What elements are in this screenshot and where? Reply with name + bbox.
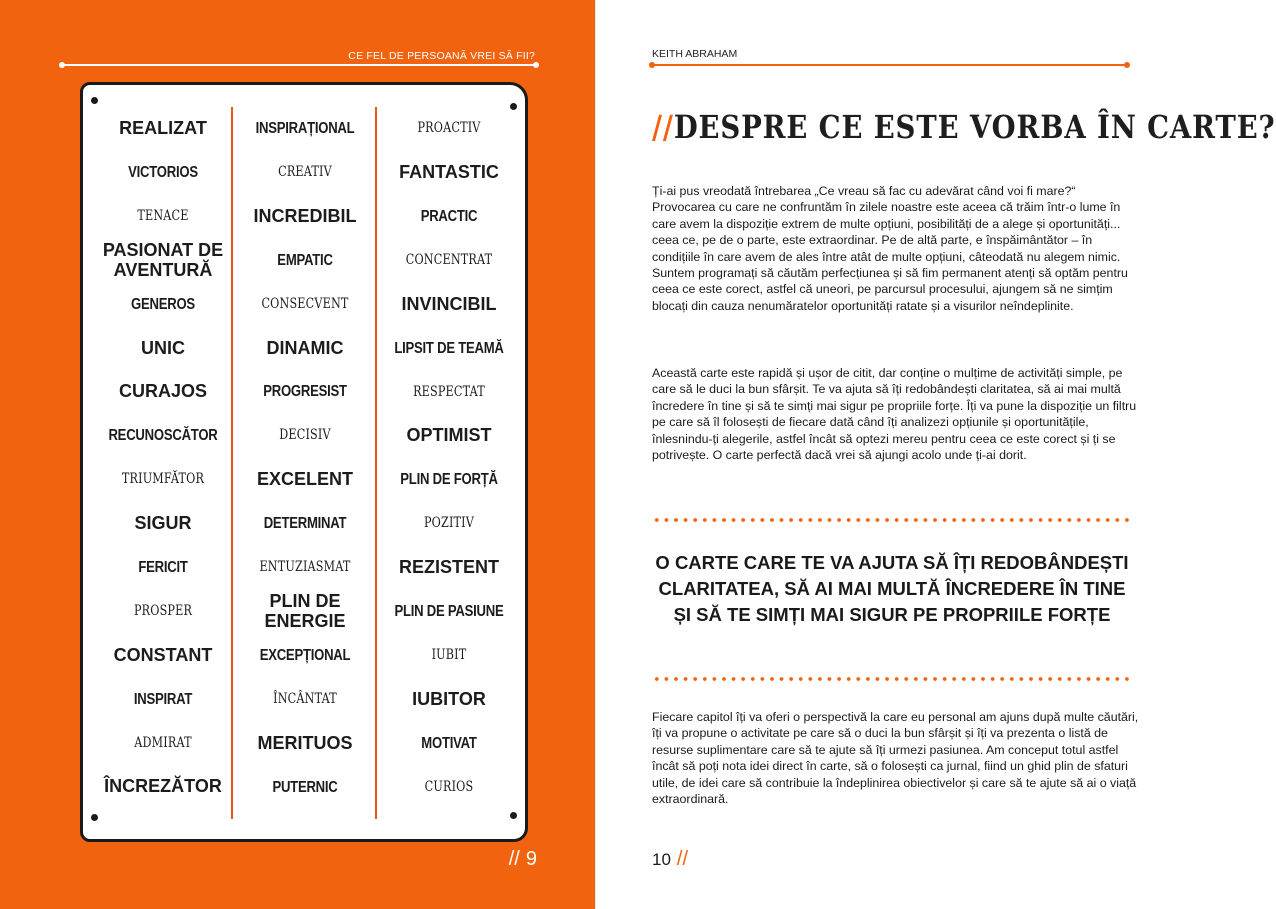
word: RECUNOSCĂTOR — [108, 427, 218, 445]
word: INSPIRAȚIONAL — [255, 120, 355, 138]
word: CREATIV — [278, 164, 332, 181]
word-column-2 — [235, 107, 375, 809]
word: ENTUZIASMAT — [259, 559, 351, 576]
word: INCREDIBIL — [253, 205, 357, 226]
pin-icon — [510, 812, 517, 819]
word: ÎNCREZĂTOR — [104, 776, 222, 797]
chapter-title — [652, 108, 1276, 146]
word: IUBIT — [431, 646, 467, 663]
header-rule — [652, 64, 1127, 66]
word: REZISTENT — [398, 556, 499, 577]
word: UNIC — [141, 337, 185, 358]
column-divider — [375, 107, 377, 819]
word: TENACE — [137, 208, 189, 225]
word: FERICIT — [138, 559, 188, 577]
word: GENEROS — [131, 295, 195, 313]
word: ADMIRAT — [134, 734, 192, 751]
word: EMPATIC — [277, 251, 333, 269]
word: MERITUOS — [257, 732, 353, 753]
word-column-1 — [93, 107, 233, 809]
word: FANTASTIC — [399, 161, 499, 182]
right-page-header: KEITH ABRAHAM — [652, 48, 738, 60]
page-number: 10 — [652, 850, 671, 869]
word: REALIZAT — [119, 118, 207, 139]
pin-icon — [91, 814, 98, 821]
word: PLIN DE ENERGIE — [264, 590, 346, 631]
right-page-number — [652, 848, 688, 871]
paragraph: Fiecare capitol îți va oferi o perspectivă la care eu personal am ajuns după multe căutări, îți va propune o activitate pe care să o duci la bun sfârșit și îți va prezenta o listă de resurse suplimentare care să te ajute să îți urmezi pasiunea. Am conceput totul astfel încât să poți nota idei direct în carte, să o folosești ca jurnal, fiind un ghid plin de sfaturi utile, de idei care să contribuie la îndeplinirea obiectivelor și care să te ajute să ai o viață extraordinară. — [652, 710, 1139, 807]
word: EXCELENT — [256, 469, 353, 490]
pin-icon — [91, 97, 98, 104]
word: PROGRESIST — [263, 383, 347, 401]
word: CURAJOS — [118, 381, 207, 402]
word: POZITIV — [423, 515, 475, 532]
callout-quote: O CARTE CARE TE VA AJUTA SĂ ÎȚI REDOBÂNDEȘTI CLARITATEA, SĂ AI MAI MULTĂ ÎNCREDERE ÎN TINE ȘI SĂ TE SIMȚI MAI SIGUR PE PROPRIILE FORȚE — [655, 552, 1129, 625]
word: SIGUR — [134, 513, 192, 534]
word: VICTORIOS — [128, 164, 198, 182]
word: CONSECVENT — [261, 295, 349, 312]
page-number: 9 — [525, 848, 537, 870]
word: PRACTIC — [420, 207, 478, 225]
word: PLIN DE PASIUNE — [394, 602, 504, 620]
word: TRIUMFĂTOR — [121, 471, 205, 488]
left-page — [0, 0, 595, 909]
word: DECISIV — [279, 427, 331, 444]
word-card — [80, 82, 528, 842]
paragraph: Ți-ai pus vreodată întrebarea „Ce vreau să fac cu adevărat când voi fi mare?“ Provocarea cu care ne confruntăm în zilele noastre este aceea că trăim într-o lume în care avem la dispoziție extrem de multe opțiuni, posibilități de a alege și oportunități... ceea ce, pe de o parte, este extraordinar. Pe de altă parte, e înspăimântător – în condițiile în care avem de ales între atât de multe opțiuni, câteodată nu alegem nimic. Suntem programați să căutăm perfecțiunea și să fim permanent atenți să optăm pentru ceea ce este corect, astfel că uneori, pe parcursul procesului, ajungem să ne simțim blocați din cauza nenumăratelor oportunități ratate și a visurilor neîndeplinite. — [652, 184, 1128, 313]
header-rule — [62, 64, 536, 66]
word-column-3 — [379, 107, 519, 809]
right-page — [595, 0, 1276, 909]
page-slashes: // — [676, 848, 689, 870]
word: LIPSIT DE TEAMĂ — [394, 339, 504, 357]
word: CONSTANT — [113, 644, 213, 665]
word: PROSPER — [133, 603, 193, 620]
page-slashes: // — [508, 848, 520, 870]
left-page-number — [509, 848, 537, 871]
word: ÎNCÂNTAT — [273, 690, 337, 707]
word: INVINCIBIL — [401, 293, 497, 314]
word: PLIN DE FORȚĂ — [400, 471, 498, 489]
word: RESPECTAT — [413, 383, 485, 400]
word: DINAMIC — [266, 337, 344, 358]
dotted-divider — [652, 677, 1132, 681]
word: EXCEPȚIONAL — [259, 646, 351, 664]
word: PASIONAT DE AVENTURĂ — [102, 239, 224, 280]
word: IUBITOR — [412, 688, 486, 709]
word: PROACTIV — [417, 120, 481, 137]
left-page-header: CE FEL DE PERSOANĂ VREI SĂ FII? — [348, 50, 535, 62]
word: INSPIRAT — [133, 690, 193, 708]
title-slashes: // — [652, 108, 674, 146]
word: MOTIVAT — [421, 734, 477, 752]
word: CONCENTRAT — [405, 251, 493, 268]
paragraph: Această carte este rapidă și ușor de citit, dar conține o mulțime de activități simple, pe care să le duci la bun sfârșit. Te va ajuta să îți redobândești claritatea, să ai mai multă încredere în tine și să te simți mai sigur pe propriile forțe. Îți va pune la dispoziție un filtru pe care să îl folosești de fiecare dată când îți analizezi opțiunile și oportunitățile, înlesnindu-ți alegerile, astfel încât să optezi mereu pentru ceea ce este corect și ți se potrivește. O carte perfectă dacă vrei să ajungi acolo unde ți-ai dorit. — [652, 366, 1137, 463]
title-text: DESPRE CE ESTE VORBA ÎN CARTE? — [673, 108, 1276, 146]
word: DETERMINAT — [263, 515, 347, 533]
word: OPTIMIST — [406, 425, 492, 446]
dotted-divider — [652, 518, 1132, 522]
word: CURIOS — [424, 778, 474, 795]
word: PUTERNIC — [272, 778, 338, 796]
